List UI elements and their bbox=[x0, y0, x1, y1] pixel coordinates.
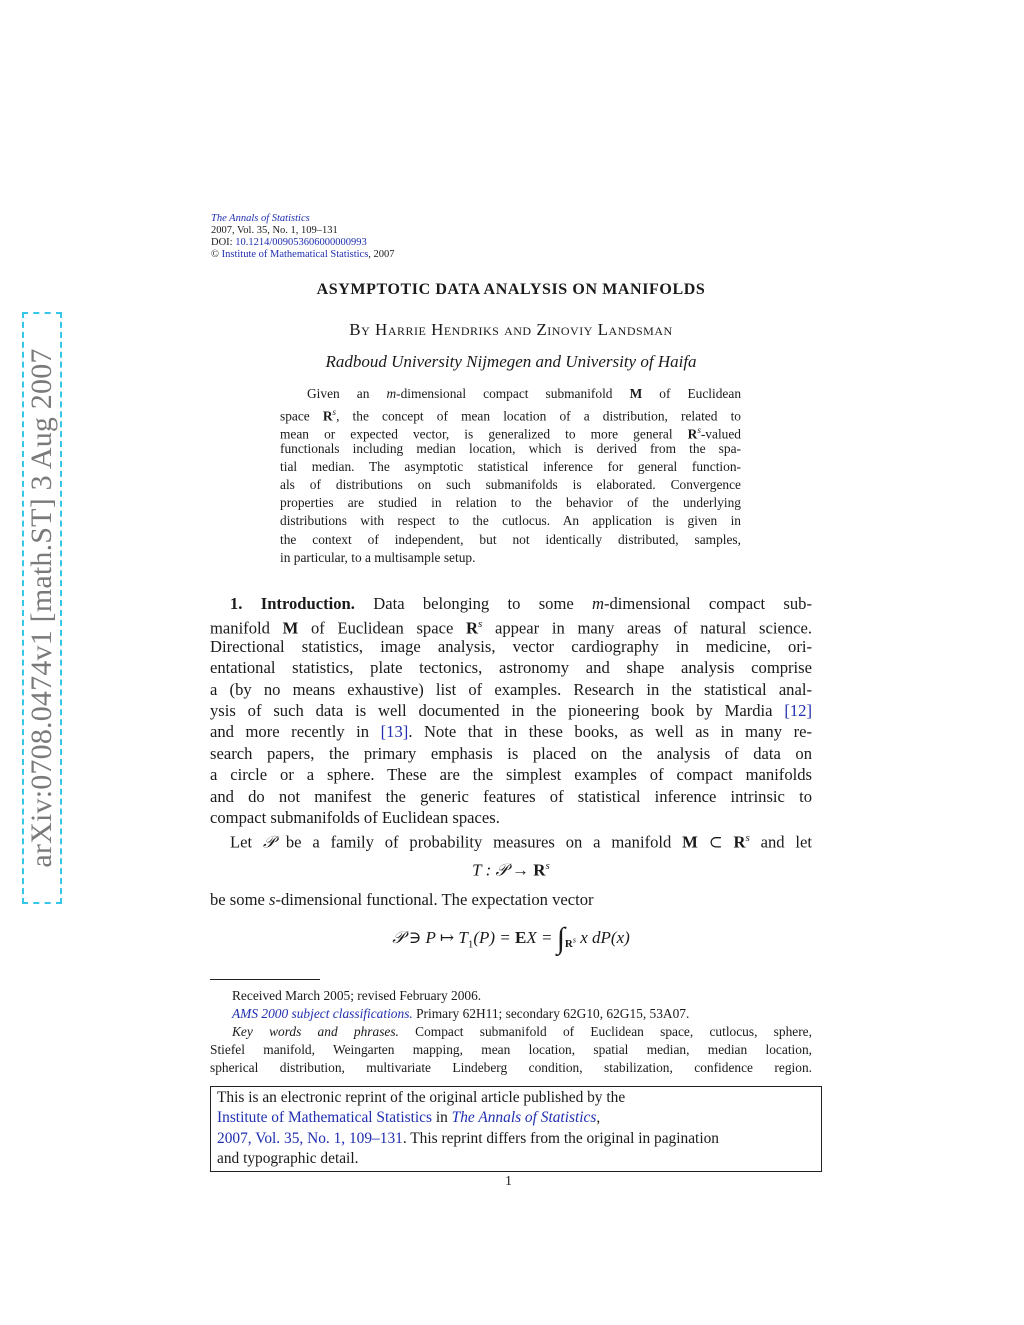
section-heading: 1. Introduction. bbox=[230, 594, 355, 613]
integral-sign: ∫ bbox=[556, 922, 565, 955]
journal-link[interactable]: The Annals of Statistics bbox=[211, 213, 310, 224]
doi-link[interactable]: 10.1214/009053606000000993 bbox=[235, 237, 367, 248]
volume-info: 2007, Vol. 35, No. 1, 109–131 bbox=[211, 225, 338, 236]
authors: By Harrie Hendriks and Zinoviy Landsman bbox=[349, 320, 673, 339]
article-title: ASYMPTOTIC DATA ANALYSIS ON MANIFOLDS bbox=[316, 281, 706, 298]
affiliation: Radboud University Nijmegen and University of Haifa bbox=[325, 352, 697, 371]
reprint-journal-link[interactable]: The Annals of Statistics bbox=[451, 1109, 597, 1127]
arxiv-identifier-stamp bbox=[22, 312, 62, 904]
journal-header: The Annals of Statistics 2007, Vol. 35, No. 1, 109–131 DOI: 10.1214/009053606000000993 © Institute of Mathematical Statistics, 2007 bbox=[211, 213, 395, 260]
footnotes: Received March 2005; revised February 2006. AMS 2000 subject classifications. Primary 62H11; secondary 62G10, 62G15, 53A07. Key words and phrases. Compact submanifold of Euclidean space, cutlocus, sphere, Stiefel manifold, Weingarten mapping, mean location, spatial median, median location, spherical distribution, multivariate Lindeberg condition, stabilization, confidence region. bbox=[210, 988, 812, 1075]
functional-equation: T : 𝒫 → $R^s$ bbox=[472, 860, 550, 880]
citation-link-12[interactable]: [12] bbox=[784, 700, 812, 720]
reprint-notice-box: This is an electronic reprint of the original article published by the Institute of Mathematical Statistics in The Annals of Statistics, 2007, Vol. 35, No. 1, 109–131. This reprint differs from the original in pagination and typographic detail. bbox=[210, 1086, 822, 1172]
copyright-symbol: © bbox=[211, 249, 219, 260]
second-paragraph: Let 𝒫 be a family of probability measures on a manifold M ⊂ $R^s$ and let bbox=[230, 832, 813, 852]
footnote-rule bbox=[210, 979, 320, 980]
page-number: 1 bbox=[505, 1174, 512, 1189]
ams-classification-link[interactable]: AMS 2000 subject classifications. bbox=[232, 1006, 413, 1021]
arxiv-identifier: arXiv:0708.0474v1 [math.ST] 3 Aug 2007 bbox=[25, 348, 58, 868]
reprint-volume-link[interactable]: 2007, Vol. 35, No. 1, 109–131 bbox=[217, 1129, 403, 1147]
introduction-paragraph: 1. Introduction. Data belonging to some m-dimensional compact sub- manifold M of Euclidean space $R^s$ appear in many areas of natural science. Directional statistics, image analysis, vector cardiography in medicine, ori- entational statistics, plate tectonics, astronomy and shape analysis comprise a (by no means exhaustive) list of examples. Research in the statistical anal- ysis of such data is well documented in the pioneering book by Mardia [12] and more recently in [13]. Note that in these books, as well as in many re- search papers, the primary emphasis is placed on the analysis of data on a circle or a sphere. These are the simplest examples of compact manifolds and do not manifest the generic features of statistical inference intrinsic to compact submanifolds of Euclidean spaces. bbox=[210, 594, 812, 827]
publisher-link[interactable]: Institute of Mathematical Statistics bbox=[221, 249, 369, 260]
abstract: Given an m-dimensional compact submanifold M of Euclidean space $R^s$, the concept of mean location of a distribution, related to mean or expected vector, is generalized to more general $R^s$-valued functionals including median location, which is derived from the spa- tial median. The asymptotic statistical inference for general function- als of distributions on such submanifolds is elaborated. Convergence properties are studied in relation to the behavior of the underlying distributions with respect to the cutlocus. An application is given in the context of independent, but not identically distributed, samples, in particular, to a multisample setup. bbox=[280, 386, 742, 565]
functional-text-line: be some s-dimensional functional. The expectation vector bbox=[210, 890, 594, 909]
expectation-equation: 𝒫 ∋ P ↦ $T_1(P)$ = EX = $\int_{R^s}$ x dP(x) bbox=[392, 922, 630, 955]
citation-link-13[interactable]: [13] bbox=[380, 722, 409, 742]
received-dates: Received March 2005; revised February 2006. bbox=[232, 988, 482, 1003]
reprint-publisher-link[interactable]: Institute of Mathematical Statistics bbox=[217, 1109, 432, 1127]
